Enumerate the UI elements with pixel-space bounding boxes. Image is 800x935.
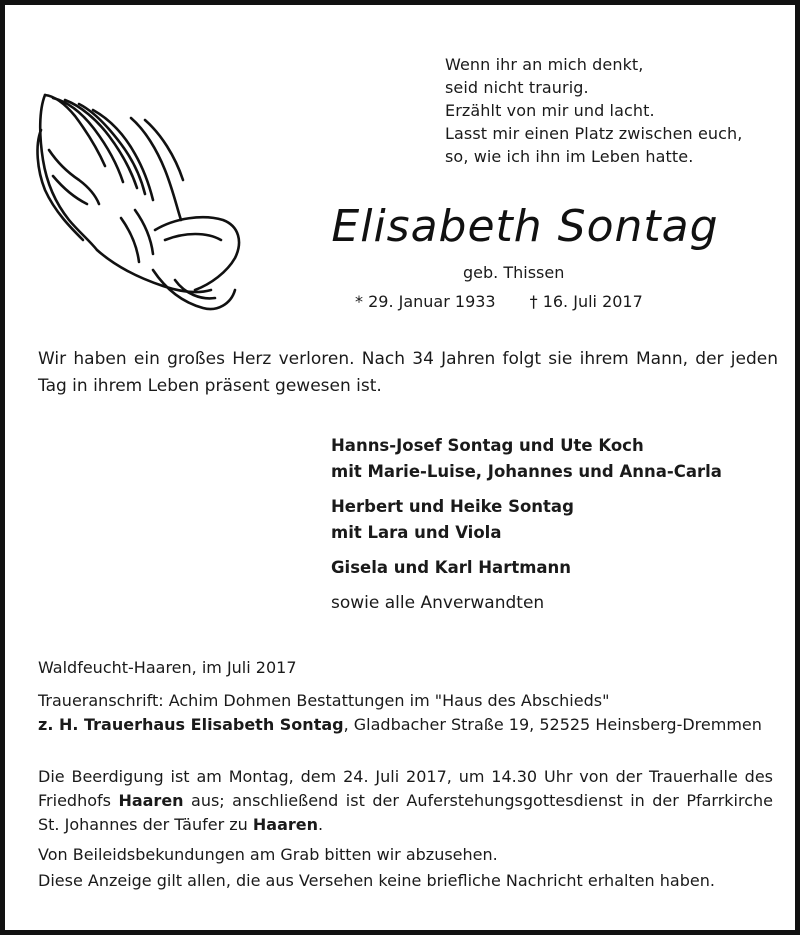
life-dates [355, 292, 643, 311]
funeral-text: aus; anschließend ist der Auferstehungsgottesdienst in der Pfarrkirche St. Johannes der Täufer zu [38, 791, 774, 834]
death-date: † 16. Juli 2017 [529, 292, 643, 311]
funeral-place: Haaren [252, 815, 319, 834]
address-line: Traueranschrift: Achim Dohmen Bestattungen im "Haus des Abschieds" [38, 691, 610, 710]
funeral-info [38, 765, 773, 837]
family-line: mit Marie-Luise, Johannes und Anna-Carla [331, 462, 722, 481]
poem-line: seid nicht traurig. [445, 78, 589, 97]
family-line: Gisela und Karl Hartmann [331, 558, 572, 577]
deceased-name: Elisabeth Sontag [331, 201, 719, 252]
poem-line: Erzählt von mir und lacht. [445, 101, 655, 120]
address-recipient: z. H. Trauerhaus Elisabeth Sontag [38, 715, 344, 734]
family-line: Herbert und Heike Sontag [331, 497, 574, 516]
address-street: , Gladbacher Straße 19, 52525 Heinsberg-Dremmen [343, 715, 762, 734]
funeral-text: Die Beerdigung ist am Montag, dem 24. Juli 2017, um 14.30 Uhr von der Trauerhalle des Friedhofs [38, 767, 773, 810]
address-line [38, 713, 762, 737]
intro-text: Wir haben ein großes Herz verloren. Nach 34 Jahren folgt sie ihrem Mann, der jeden Tag in ihrem Leben präsent gewesen ist. [38, 349, 778, 396]
funeral-place: Haaren [118, 791, 184, 810]
place-date: Waldfeucht-Haaren, im Juli 2017 [38, 658, 297, 677]
notice-note: Diese Anzeige gilt allen, die aus Versehen keine briefliche Nachricht erhalten haben. [38, 871, 715, 890]
praying-hands-icon [35, 90, 245, 315]
condolence-note: Von Beileidsbekundungen am Grab bitten wir abzusehen. [38, 845, 498, 864]
relatives-line: sowie alle Anverwandten [331, 593, 545, 613]
family-list [331, 433, 791, 616]
family-line: mit Lara und Viola [331, 523, 502, 542]
maiden-name: geb. Thissen [463, 263, 565, 282]
poem-line: Lasst mir einen Platz zwischen euch, [445, 124, 743, 143]
funeral-text: . [318, 815, 324, 834]
mourning-address [38, 689, 762, 737]
family-line: Hanns-Josef Sontag und Ute Koch [331, 436, 644, 455]
poem-line: Wenn ihr an mich denkt, [445, 55, 644, 74]
poem-line: so, wie ich ihn im Leben hatte. [445, 147, 694, 166]
birth-date: * 29. Januar 1933 [355, 292, 496, 311]
poem [445, 53, 785, 168]
